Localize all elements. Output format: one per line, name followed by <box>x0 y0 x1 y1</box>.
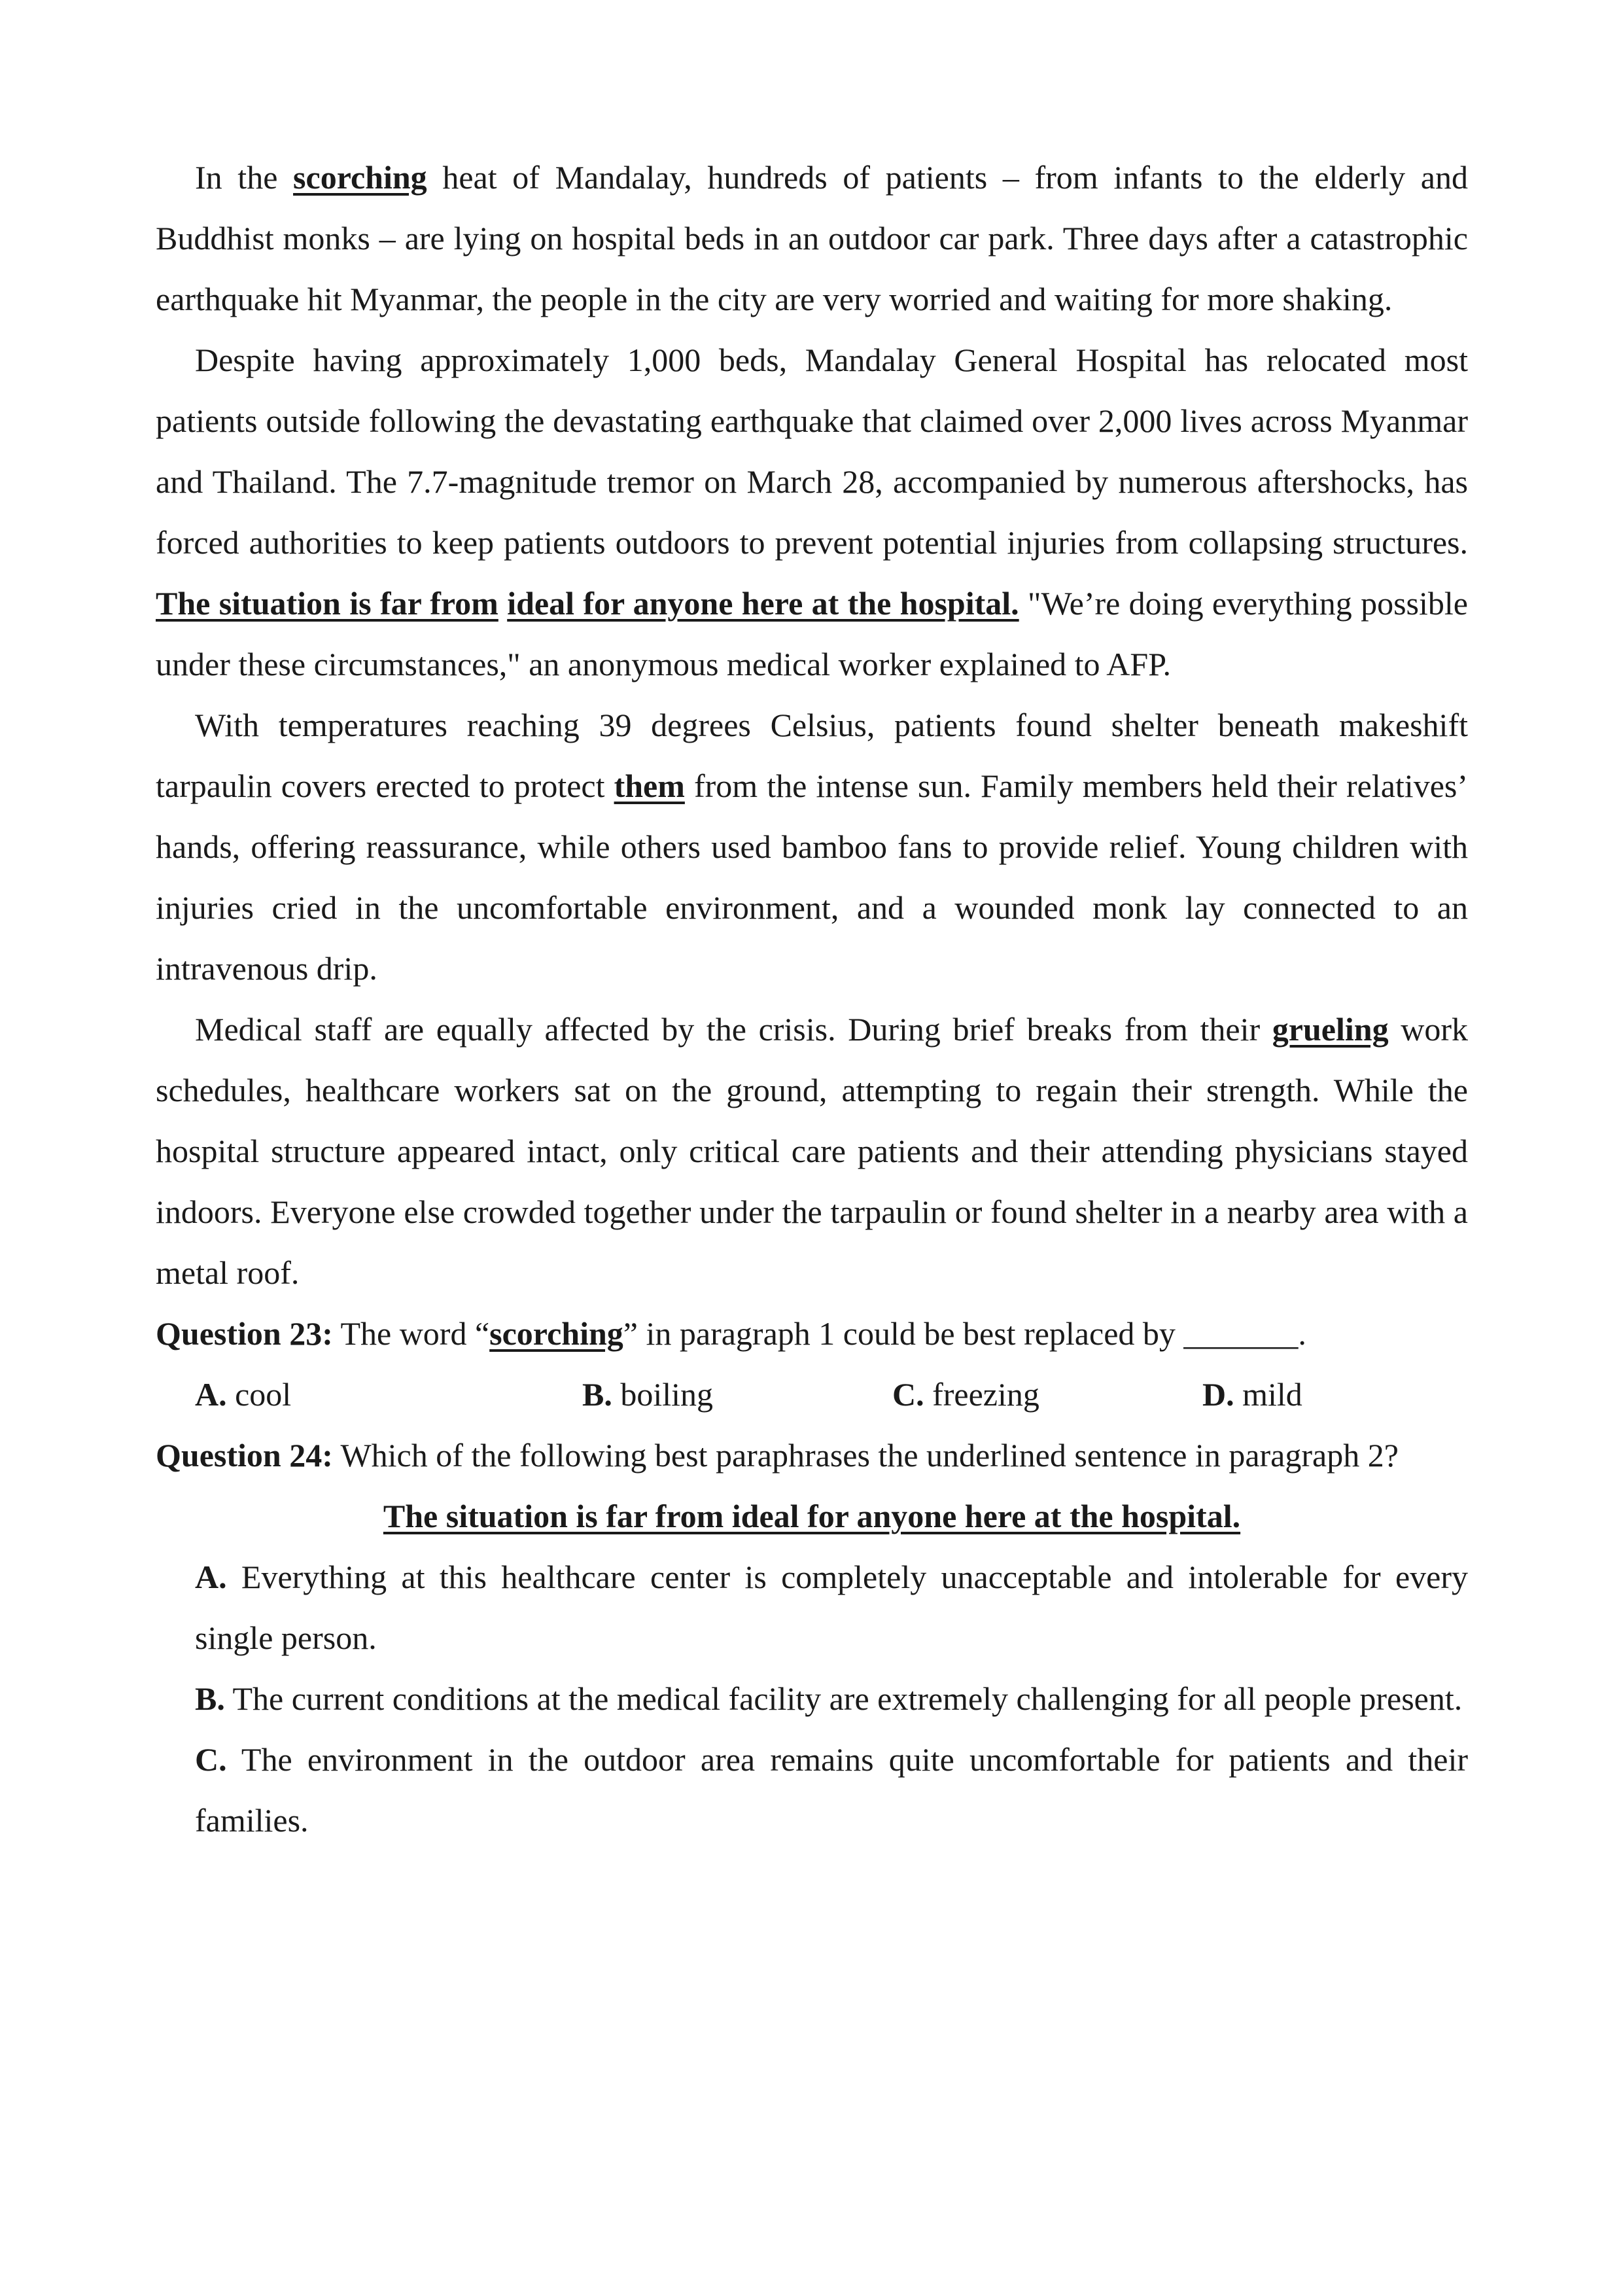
question-24-option-c[interactable] <box>195 1729 1468 1851</box>
question-24-option-b[interactable] <box>195 1669 1468 1729</box>
question-23-word: scorching <box>489 1315 623 1352</box>
p3-underlined-word: them <box>614 768 685 804</box>
question-23-text-after: ” in paragraph 1 could be best replaced by _______. <box>623 1315 1306 1352</box>
passage-paragraph-3 <box>156 695 1468 999</box>
option-letter: B. <box>195 1680 225 1717</box>
question-23-option-c[interactable] <box>892 1364 1039 1425</box>
p3-text-before: With temperatures reaching 39 degrees Celsius, patients found shelter beneath makeshift tarpaulin covers erected to protect <box>156 707 1468 804</box>
p4-text-after: work schedules, healthcare workers sat on the ground, attempting to regain their strength. While the hospital structure appeared intact, only critical care patients and their attending physicians stayed indoors. Everyone else crowded together under the tarpaulin or found shelter in a nearby area with a metal roof. <box>156 1011 1468 1291</box>
question-23-option-d[interactable] <box>1202 1364 1302 1425</box>
p2-text-after: "We’re doing everything possible under these circumstances," an anonymous medical worker explained to AFP. <box>156 585 1468 682</box>
option-text: The current conditions at the medical facility are extremely challenging for all people present. <box>224 1680 1463 1717</box>
exam-page <box>156 147 1468 1851</box>
option-text: mild <box>1234 1376 1302 1413</box>
question-23-option-b[interactable] <box>582 1364 713 1425</box>
question-23-text-before: The word “ <box>332 1315 490 1352</box>
option-letter: B. <box>582 1376 612 1413</box>
p2-underlined-sentence-part-1: The situation is far from <box>156 585 498 622</box>
option-letter: C. <box>195 1741 227 1778</box>
question-24-option-a[interactable] <box>195 1547 1468 1669</box>
question-23-options <box>156 1364 1468 1425</box>
question-23-option-a[interactable] <box>195 1364 291 1425</box>
passage-paragraph-2 <box>156 330 1468 695</box>
p4-underlined-word: grueling <box>1272 1011 1389 1048</box>
option-letter: A. <box>195 1376 227 1413</box>
option-letter: D. <box>1202 1376 1234 1413</box>
question-24 <box>156 1425 1468 1486</box>
question-23-label: Question 23: <box>156 1315 333 1352</box>
p2-underlined-sentence-part-2: ideal for anyone here at the hospital. <box>507 585 1019 622</box>
option-letter: C. <box>892 1376 924 1413</box>
question-24-quoted-sentence <box>156 1486 1468 1547</box>
p1-text-before: In the <box>195 159 294 196</box>
option-text: Everything at this healthcare center is completely unacceptable and intolerable for every single person. <box>195 1559 1468 1656</box>
p1-underlined-word: scorching <box>293 159 427 196</box>
option-text: boiling <box>612 1376 714 1413</box>
passage-paragraph-4 <box>156 999 1468 1303</box>
p2-text-before: Despite having approximately 1,000 beds, Mandalay General Hospital has relocated most patients outside following the devastating earthquake that claimed over 2,000 lives across Myanmar and Thailand. The 7.7-magnitude tremor on March 28, accompanied by numerous aftershocks, has forced authorities to keep patients outdoors to prevent potential injuries from collapsing structures. <box>156 342 1468 561</box>
question-24-text: Which of the following best paraphrases the underlined sentence in paragraph 2? <box>332 1437 1399 1474</box>
passage-paragraph-1 <box>156 147 1468 330</box>
p1-text-after: heat of Mandalay, hundreds of patients – from infants to the elderly and Buddhist monks – are lying on hospital beds in an outdoor car park. Three days after a catastrophic earthquake hit Myanmar, the people in the city are very worried and waiting for more shaking. <box>156 159 1469 317</box>
option-text: freezing <box>924 1376 1039 1413</box>
question-24-label: Question 24: <box>156 1437 333 1474</box>
p4-text-before: Medical staff are equally affected by the crisis. During brief breaks from their <box>195 1011 1272 1048</box>
p3-text-after: from the intense sun. Family members held their relatives’ hands, offering reassurance, while others used bamboo fans to provide relief. Young children with injuries cried in the uncomfortable environment, and a wounded monk lay connected to an intravenous drip. <box>156 768 1468 987</box>
option-text: The environment in the outdoor area remains quite uncomfortable for patients and their families. <box>195 1741 1468 1839</box>
option-letter: A. <box>195 1559 227 1595</box>
question-23 <box>156 1303 1468 1364</box>
option-text: cool <box>226 1376 292 1413</box>
quoted-sentence-text: The situation is far from ideal for anyone here at the hospital. <box>383 1498 1241 1534</box>
